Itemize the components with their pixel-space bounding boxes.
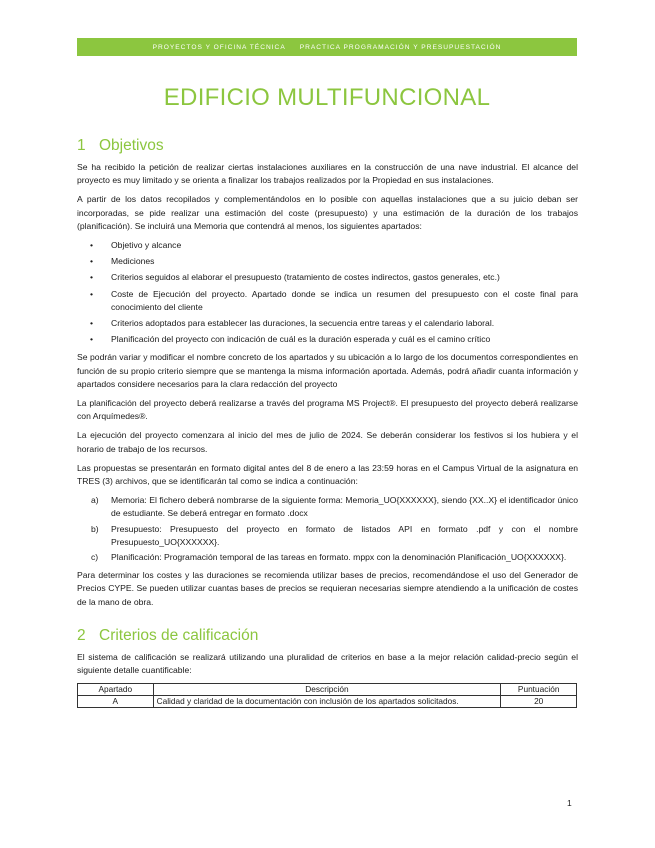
column-header: Puntuación bbox=[501, 684, 577, 696]
paragraph: El sistema de calificación se realizará utilizando una pluralidad de criterios en base a la mejor relación calidad-precio según el siguiente detalle cuantificable: bbox=[77, 651, 578, 676]
list-item: • Criterios seguidos al elaborar el presupuesto (tratamiento de costes indirectos, gastos generales, etc.) bbox=[77, 271, 578, 284]
section-heading-objetivos bbox=[77, 137, 578, 155]
section-number: 1 bbox=[77, 137, 86, 154]
list-item: • Criterios adoptados para establecer las duraciones, la secuencia entre tareas y el calendario laboral. bbox=[77, 317, 578, 330]
header-right-text: PRACTICA PROGRAMACIÓN Y PRESUPUESTACIÓN bbox=[299, 43, 502, 51]
list-item: • Objetivo y alcance bbox=[77, 239, 578, 252]
section-heading-criterios bbox=[77, 627, 578, 645]
table-row bbox=[78, 696, 577, 708]
list-marker: c) bbox=[91, 552, 99, 563]
list-item bbox=[77, 523, 578, 549]
deliverables-list bbox=[77, 494, 578, 564]
list-item-text: Presupuesto: Presupuesto del proyecto en formato de listados API en formato .pdf y con el nombre Presupuesto_UO{XXXXXX}. bbox=[111, 523, 578, 547]
paragraph: La ejecución del proyecto comenzara al inicio del mes de julio de 2024. Se deberán considerar los festivos si los hubiera y el horario de trabajo de los recursos. bbox=[77, 430, 578, 454]
list-item: • Coste de Ejecución del proyecto. Apartado donde se indica un resumen del presupuesto con el coste final para conocimiento del cliente bbox=[77, 288, 578, 314]
paragraph: Las propuestas se presentarán en formato digital antes del 8 de enero a las 23:59 horas en el Campus Virtual de la asignatura en TRES (3) archivos, que se identificarán tal como se indica a continuación: bbox=[77, 462, 578, 487]
paragraph: Para determinar los costes y las duraciones se recomienda utilizar bases de precios, recomendándose el uso del Generador de Precios CYPE. Se pueden utilizar cuantas bases de precios se requieran necesarias siempre atendiendo a la unificación de costes de la mano de obra. bbox=[77, 570, 578, 607]
page-number: 1 bbox=[567, 798, 572, 808]
criteria-table bbox=[77, 683, 577, 708]
paragraph: A partir de los datos recopilados y complementándolos en lo posible con aquellas instalaciones que a su juicio deban ser incorporadas, se pide realizar una estimación del coste (presupuesto) y una estimación de la duración de los trabajos (planificación). Se incluirá una Memoria que contendrá al menos, los siguientes apartados: bbox=[77, 194, 578, 231]
table-cell: 20 bbox=[501, 696, 577, 708]
column-header: Descripción bbox=[153, 684, 501, 696]
memoria-sections-list bbox=[77, 239, 578, 346]
section-title: Criterios de calificación bbox=[99, 626, 259, 644]
section-title: Objetivos bbox=[99, 137, 164, 154]
section-number: 2 bbox=[77, 626, 86, 644]
header-band bbox=[77, 38, 577, 56]
list-item: • Planificación del proyecto con indicación de cuál es la duración esperada y cuál es el camino crítico bbox=[77, 333, 578, 346]
table-cell: A bbox=[78, 696, 154, 708]
table-cell: Calidad y claridad de la documentación con inclusión de los apartados solicitados. bbox=[153, 696, 501, 708]
document-body bbox=[77, 137, 578, 708]
header-left-text: PROYECTOS Y OFICINA TÉCNICA bbox=[152, 43, 286, 51]
list-item bbox=[77, 551, 578, 564]
list-marker: b) bbox=[91, 523, 99, 534]
column-header: Apartado bbox=[78, 684, 154, 696]
paragraph: Se podrán variar y modificar el nombre concreto de los apartados y su ubicación a lo largo de los documentos correspondientes en función de su propio criterio siempre que se mantenga la misma información aportada. Además, podrá añadir cuanta información y apartados considere necesarios para la clara redacción del proyecto bbox=[77, 352, 578, 389]
list-item-text: Memoria: El fichero deberá nombrarse de la siguiente forma: Memoria_UO{XXXXXX}, siendo {XX..X} el identificador único de estudiante. Se deberá entregar en formato .docx bbox=[111, 495, 578, 519]
paragraph: Se ha recibido la petición de realizar ciertas instalaciones auxiliares en la construcción de una nave industrial. El alcance del proyecto es muy limitado y se orienta a finalizar los trabajos realizados por la Propiedad en sus instalaciones. bbox=[77, 162, 578, 186]
paragraph: La planificación del proyecto deberá realizarse a través del programa MS Project®. El presupuesto del proyecto deberá realizarse con Arquímedes®. bbox=[77, 398, 578, 422]
list-item bbox=[77, 494, 578, 520]
list-marker: a) bbox=[91, 495, 99, 506]
list-item-text: Planificación: Programación temporal de las tareas en formato. mppx con la denominación Planificación_UO{XXXXXX}. bbox=[111, 552, 567, 563]
list-item: • Mediciones bbox=[77, 255, 578, 268]
table-header-row bbox=[78, 684, 577, 696]
document-title: EDIFICIO MULTIFUNCIONAL bbox=[163, 84, 491, 111]
